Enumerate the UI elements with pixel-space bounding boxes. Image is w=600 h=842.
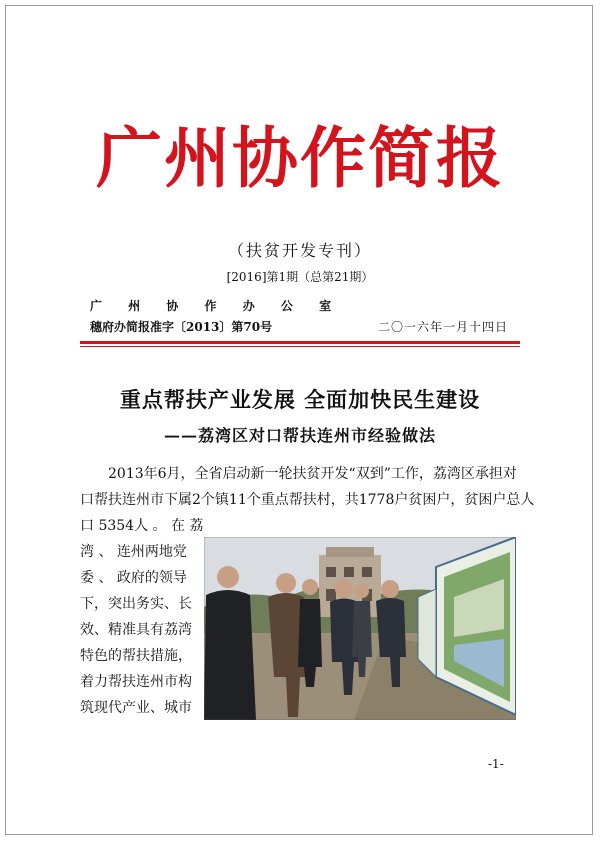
special-issue-subtitle: （扶贫开发专刊） <box>227 241 372 260</box>
masthead-title: 广州协作简报 <box>96 119 504 197</box>
red-divider-thin <box>80 346 520 347</box>
article-headline: 重点帮扶产业发展 全面加快民生建设 <box>119 387 481 412</box>
red-divider-thick <box>80 341 520 344</box>
body-line: 下，突出务实、长 <box>80 596 192 612</box>
body-line: 湾 、 连州两地党 <box>80 544 187 560</box>
publication-date: 二〇一六年一月十四日 <box>377 320 508 334</box>
body-line: 特色的帮扶措施， <box>80 648 192 664</box>
body-line: 口 5354人 。 在 荔 <box>80 518 204 534</box>
issue-number: [2016]第1期（总第21期） <box>226 270 374 284</box>
page-number: -1- <box>488 757 504 771</box>
body-line: 2013年6月，全省启动新一轮扶贫开发“双到”工作，荔湾区承担对 <box>108 466 517 482</box>
body-line: 筑现代产业、城市 <box>80 700 192 716</box>
article-subheadline: ——荔湾区对口帮扶连州市经验做法 <box>163 426 436 445</box>
approval-number: 穗府办简报准字〔2013〕第70号 <box>90 320 273 334</box>
body-line: 委 、 政府的领导 <box>80 570 187 586</box>
issuing-office: 广 州 协 作 办 公 室 <box>90 299 343 313</box>
body-line: 效、精准具有荔湾 <box>80 622 192 638</box>
body-line: 口帮扶连州市下属2个镇11个重点帮扶村，共1778户贫困户，贫困户总人 <box>80 492 535 508</box>
inspection-photo <box>204 537 516 720</box>
body-line: 着力帮扶连州市构 <box>80 674 192 690</box>
